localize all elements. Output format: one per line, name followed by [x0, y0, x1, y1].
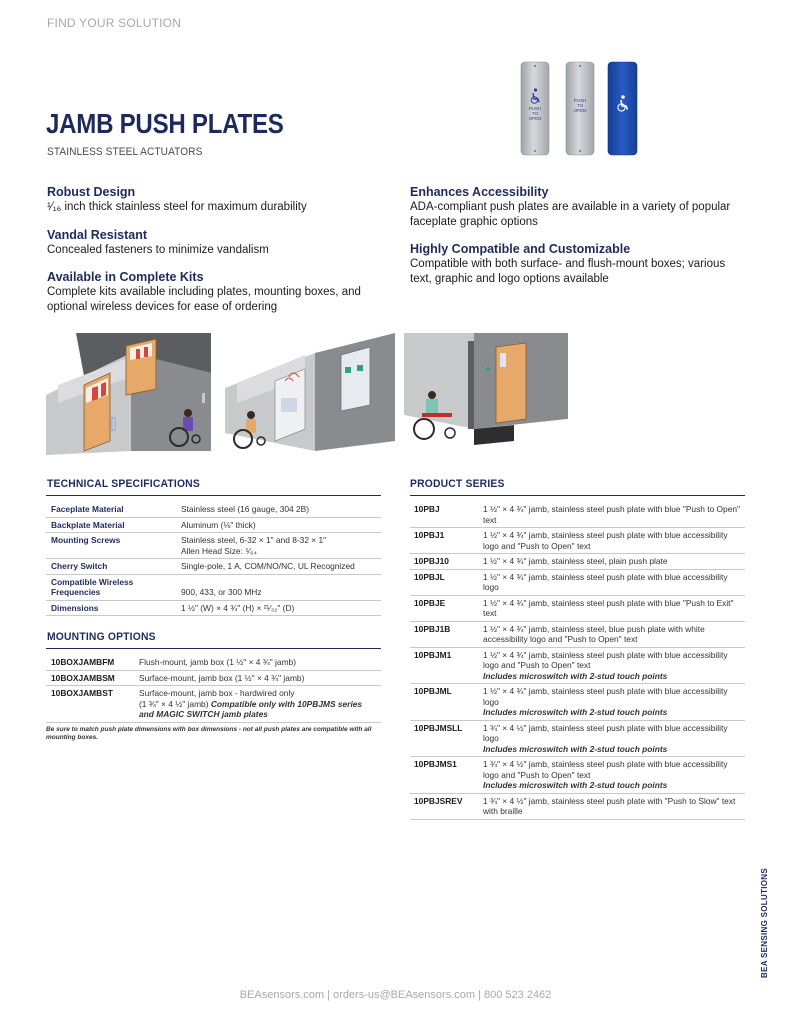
table-row [410, 757, 745, 794]
table-row [46, 655, 381, 670]
table-row [46, 502, 381, 517]
spec-value: Aluminum (⅛" thick) [176, 517, 381, 533]
series-desc [478, 684, 745, 721]
table-row [46, 574, 381, 600]
table-row [46, 517, 381, 533]
series-desc-text: 1 ¾" × 4 ½" jamb, stainless steel push plate with blue accessibility logo [483, 722, 728, 743]
mount-value: Surface-mount, jamb box (1 ½" × 4 ¾" jamb) [134, 670, 381, 686]
feature-complete-kits [47, 270, 367, 314]
spec-value [176, 574, 381, 600]
table-row [410, 569, 745, 595]
mount-compat-note: Compatible only with 10PBJMS series and MAGIC SWITCH jamb plates [139, 698, 363, 719]
table-row [410, 528, 745, 554]
mount-key: 10BOXJAMBFM [46, 655, 134, 670]
series-desc: 1 ½" × 4 ¾" jamb, stainless steel push plate with blue accessibility logo and "Push to Open" text [478, 528, 745, 554]
spec-key-line: Compatible Wireless [51, 576, 134, 587]
mounting-table [46, 655, 381, 723]
spec-key-line: Frequencies [51, 587, 101, 597]
table-row [410, 720, 745, 757]
mount-key: 10BOXJAMBSM [46, 670, 134, 686]
series-desc [478, 647, 745, 684]
feature-highly-compatible [410, 242, 750, 286]
mount-value: Flush-mount, jamb box (1 ½" × 4 ¾" jamb) [134, 655, 381, 670]
footer-contact: BEAsensors.com | orders-us@BEAsensors.com | 800 523 2462 [239, 989, 552, 1001]
series-code: 10PBJ1 [410, 528, 478, 554]
plate2-text-open: OPEN [573, 108, 587, 113]
page-title: JAMB PUSH PLATES [46, 108, 284, 139]
product-series-table [410, 502, 745, 820]
table-row [46, 686, 381, 723]
plate-blue-accessibility [608, 62, 637, 155]
feature-text: ADA-compliant push plates are available in a variety of popular faceplate graphic options [410, 201, 731, 228]
side-brand-label [760, 868, 774, 978]
feature-vandal-resistant [47, 228, 377, 258]
spec-value [176, 533, 381, 559]
mounting-footnote: Be sure to match push plate dimensions with box dimensions - not all push plates are compatible with all mounting boxes. [46, 726, 372, 741]
feature-text: Concealed fasteners to minimize vandalism [47, 244, 269, 256]
mount-value-line: Surface-mount, jamb box - hardwired only [139, 688, 295, 698]
mount-value-line: (1 ¾" × 4 ½" jamb) [139, 698, 209, 709]
spec-value: Single-pole, 1 A, COM/NO/NC, UL Recognized [176, 559, 381, 575]
table-row [410, 647, 745, 684]
series-desc: 1 ½" × 4 ¾" jamb, stainless steel push plate with blue "Push to Exit" text [478, 595, 745, 621]
series-code: 10PBJE [410, 595, 478, 621]
table-row [410, 554, 745, 570]
series-code: 10PBJM1 [410, 647, 478, 684]
feature-title: Robust Design [47, 185, 136, 199]
spec-value-line: 900, 433, or 300 MHz [181, 587, 262, 597]
feature-text: ¹⁄₁₆ inch thick stainless steel for maximum durability [47, 201, 307, 213]
series-code: 10PBJML [410, 684, 478, 721]
series-desc: 1 ½" × 4 ¾" jamb, stainless steel push plate with blue "Push to Open" text [478, 502, 745, 528]
feature-text: Compatible with both surface- and flush-mount boxes; various text, graphic and logo options available [410, 258, 726, 285]
series-desc [478, 720, 745, 757]
feature-text: Complete kits available including plates, mounting boxes, and optional wireless devices for ease of ordering [47, 286, 361, 313]
series-desc [478, 757, 745, 794]
spec-key [46, 574, 176, 600]
product-series-heading: PRODUCT SERIES [410, 478, 505, 490]
series-microswitch-note: Includes microswitch with 2-stud touch points [483, 670, 668, 681]
feature-title: Vandal Resistant [47, 228, 148, 242]
series-microswitch-note: Includes microswitch with 2-stud touch points [483, 780, 668, 790]
table-row [410, 621, 745, 647]
feature-robust-design [47, 185, 377, 215]
series-code: 10PBJMS1 [410, 757, 478, 794]
plate2-text-to: TO [576, 103, 584, 108]
mounting-heading: MOUNTING OPTIONS [47, 631, 156, 643]
spec-value-line: Stainless steel, 6-32 × 1" and 8-32 × 1" [181, 535, 327, 545]
illustration-restroom-jamb-plates [225, 333, 396, 455]
tech-specs-heading: TECHNICAL SPECIFICATIONS [47, 478, 200, 490]
table-row [46, 533, 381, 559]
tech-specs-table [46, 502, 381, 616]
table-row [410, 793, 745, 819]
page-subtitle: STAINLESS STEEL ACTUATORS [47, 146, 203, 158]
table-row [410, 502, 745, 528]
tech-specs-rule [46, 495, 381, 496]
series-microswitch-note: Includes microswitch with 2-stud touch points [483, 707, 668, 717]
plate-push-to-open [566, 62, 594, 155]
spec-key: Cherry Switch [46, 559, 176, 575]
series-code: 10PBJSREV [410, 793, 478, 819]
feature-title: Available in Complete Kits [47, 270, 204, 284]
series-desc-text: 1 ½" × 4 ¾" jamb, stainless steel push plate with blue accessibility logo [483, 686, 728, 707]
table-row [410, 684, 745, 721]
section-kicker: FIND YOUR SOLUTION [47, 16, 182, 30]
illustration-entrance-jamb-plates [46, 333, 214, 455]
feature-enhances-accessibility [410, 185, 745, 229]
series-desc: 1 ½" × 4 ¾" jamb, stainless steel, plain push plate [478, 554, 745, 570]
plate1-text-to: TO [531, 111, 539, 116]
mounting-rule [46, 648, 381, 649]
spec-value-line: Allen Head Size: ⁵⁄₆₄ [181, 545, 257, 556]
table-row [46, 670, 381, 686]
series-code: 10PBJ1B [410, 621, 478, 647]
series-microswitch-note: Includes microswitch with 2-stud touch points [483, 743, 668, 754]
series-code: 10PBJMSLL [410, 720, 478, 757]
series-desc-text: 1 ¾" × 4 ½" jamb, stainless steel push plate with blue accessibility logo and "Push to Open" text [483, 759, 728, 780]
table-row [46, 559, 381, 575]
spec-value: Stainless steel (16 gauge, 304 2B) [176, 502, 381, 517]
product-series-rule [410, 495, 745, 496]
spec-value-line [181, 577, 377, 588]
feature-title: Enhances Accessibility [410, 185, 549, 199]
plate2-text-push: PUSH [573, 98, 587, 103]
spec-key: Backplate Material [46, 517, 176, 533]
spec-key: Dimensions [46, 600, 176, 616]
series-code: 10PBJL [410, 569, 478, 595]
series-desc: 1 ½" × 4 ¾" jamb, stainless steel, blue push plate with white accessibility logo and "Push to Open" text [478, 621, 745, 647]
plate1-text-open: OPEN [528, 116, 542, 121]
spec-value: 1 ½" (W) × 4 ¾" (H) × ²¹⁄₃₂" (D) [176, 600, 381, 616]
spec-key: Mounting Screws [46, 533, 176, 559]
table-row [46, 600, 381, 616]
side-brand-text: BEA SENSING SOLUTIONS [760, 867, 769, 978]
series-desc: 1 ½" × 4 ¾" jamb, stainless steel push plate with blue accessibility logo [478, 569, 745, 595]
series-code: 10PBJ10 [410, 554, 478, 570]
illustration-room-jamb-plate [404, 333, 568, 455]
series-desc: 1 ¾" × 4 ½" jamb, stainless steel push plate with "Push to Slow" text with braille [478, 793, 745, 819]
series-desc-text: 1 ½" × 4 ¾" jamb, stainless steel push plate with blue accessibility logo and "Push to Open" text [483, 649, 728, 670]
table-row [410, 595, 745, 621]
mount-key: 10BOXJAMBST [46, 686, 134, 723]
product-photo [520, 60, 640, 156]
plate-accessibility-push-to-open [521, 62, 549, 155]
mount-value [134, 686, 381, 723]
series-code: 10PBJ [410, 502, 478, 528]
feature-title: Highly Compatible and Customizable [410, 242, 631, 256]
plate1-text-push: PUSH [528, 106, 542, 111]
spec-key: Faceplate Material [46, 502, 176, 517]
